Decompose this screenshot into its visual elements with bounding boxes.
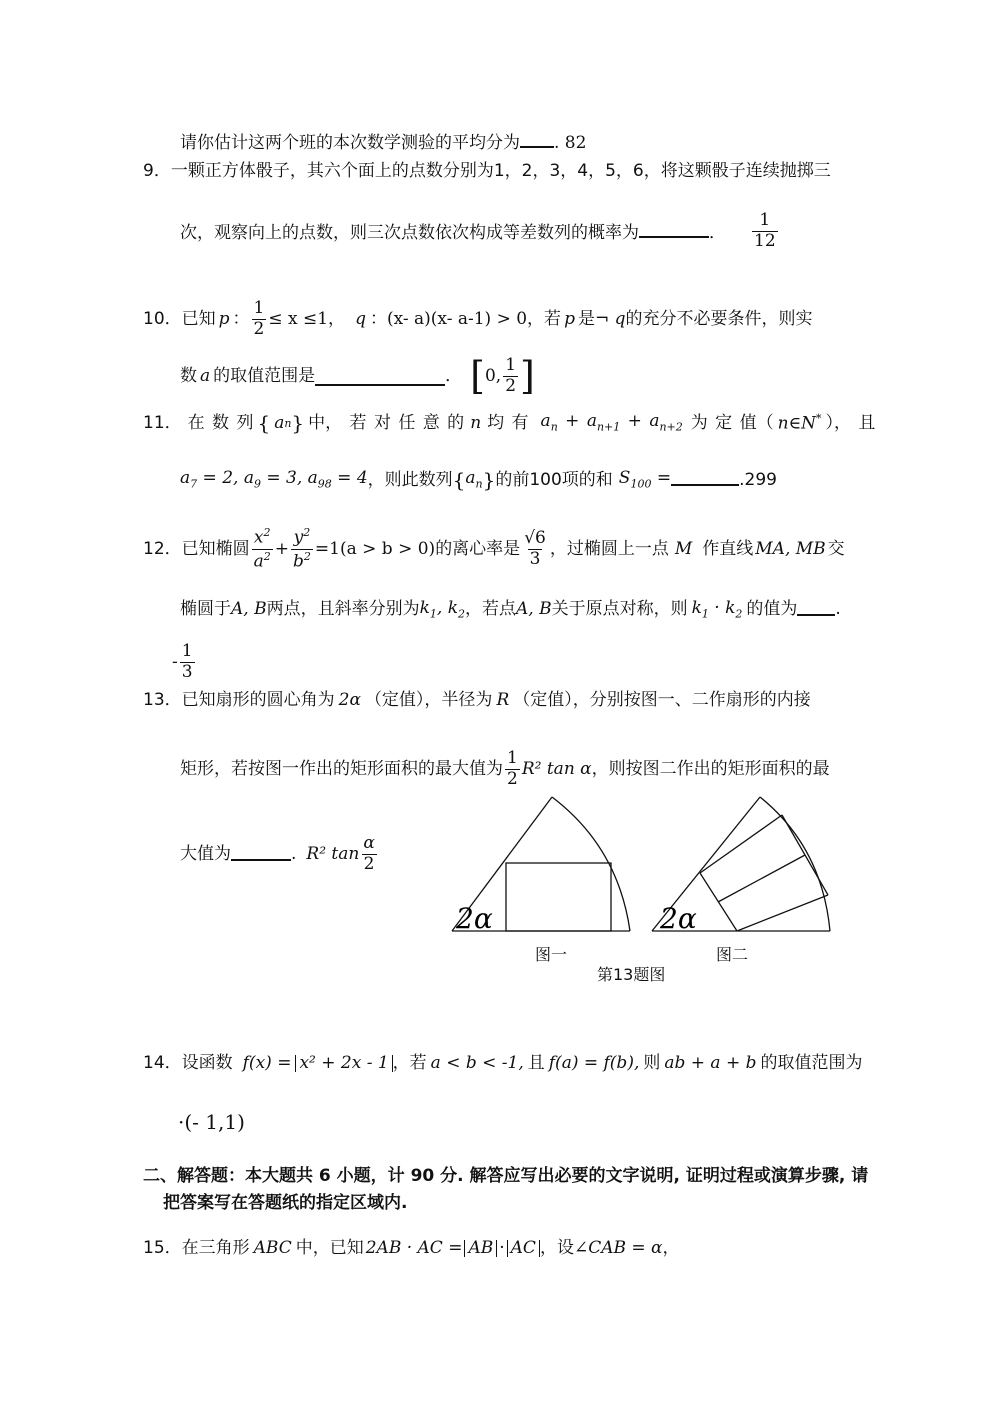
q13-line1: 13． 已知扇形的圆心角为 2α （定值），半径为 R （定值），分别按图一、二作扇形的内接 — [143, 690, 811, 710]
answer-blank — [797, 604, 835, 616]
answer-blank — [671, 474, 739, 486]
q8-continuation: 请你估计这两个班的本次数学测验的平均分为 . 82 — [180, 133, 587, 153]
q11-line1: 11． 在 数 列 { a n } 中， 若 对 任 意 的 n 均 有 $a_n + a_{n+1} + a_{n+2}$ 为 定 值（ n∈N* ）， 且 — [143, 411, 876, 435]
answer-blank — [231, 847, 291, 861]
figure-1 — [440, 785, 640, 935]
q12-line2: 椭圆于 A, B 两点，且斜率分别为 $k_1$, $k_2$ ，若点 A, B 关于原点对称，则 $k_1 \cdot k_2$ 的值为 . — [180, 598, 841, 621]
answer-blank — [520, 146, 554, 148]
q9-answer: $\frac{1}{12}$ — [754, 210, 776, 251]
fig2-angle-label: 2α — [660, 902, 697, 935]
q12-line1: 12． 已知椭圆 $\frac{x^2}{a^2}$ + $\frac{y^2}{b^2}$ =1(a > b > 0) 的离心率是 $\frac{√6}{3}$ ，过椭圆上一点 M 作直线 MA, MB 交 — [143, 526, 845, 572]
inscribed-rectangle — [506, 863, 611, 931]
q9-line1: 9．一颗正方体骰子，其六个面上的点数分别为1，2，3，4，5，6，将这颗骰子连续抛掷三 — [143, 161, 831, 181]
rect-side-bottom — [737, 895, 828, 931]
q13-line2: 矩形，若按图一作出的矩形面积的最大值为 $\frac{1}{2}$ R² tan α ，则按图二作出的矩形面积的最 — [180, 748, 830, 789]
q11-line2: $a_7 = 2$, $a_9 = 3$, $a_{98} = 4$ ，则此数列 { $a_n$ } 的前100项的和 $S_{100}$ = .299 — [180, 468, 777, 492]
q12-answer: - $\frac{1}{3}$ — [172, 641, 193, 682]
fig2-caption: 图二 — [716, 945, 749, 964]
q10-line1: 10． 已知 p ： $\frac{1}{2}$ ≤ x ≤1， q ：(x- a)(x- a-1) > 0，若 p 是 ¬ q 的充分不必要条件，则实 — [143, 298, 813, 339]
sector-arc — [552, 797, 630, 931]
fig1-angle-label: 2α — [456, 902, 493, 935]
section2-heading-line2: 把答案写在答题纸的指定区域内. — [163, 1193, 408, 1213]
sector-arc — [760, 797, 830, 931]
answer-blank — [639, 236, 709, 238]
q10-line2: 数 a 的取值范围是 ． [ 0, $\frac{1}{2}$ ] — [180, 354, 535, 399]
bisector-line — [718, 855, 805, 902]
q14-line1: 14． 设函数 f(x) = x² + 2x - 1 ，若 a < b < -1, 且 f(a) = f(b), 则 ab + a + b 的取值范围为 — [143, 1053, 863, 1073]
q14-answer: ·(- 1,1) — [178, 1110, 245, 1134]
figure-title: 第13题图 — [597, 965, 666, 984]
section2-heading-line1: 二、解答题：本大题共 6 小题，计 90 分. 解答应写出必要的文字说明, 证明过程或演算步骤, 请 — [143, 1166, 869, 1186]
rect-side-top — [700, 815, 782, 873]
q15-line1: 15． 在三角形 ABC 中，已知 2AB · AC = AB · AC ，设 ∠CAB = α ， — [143, 1238, 680, 1258]
q9-line2: 次，观察向上的点数，则三次点数依次构成等差数列的概率为 ． — [180, 223, 726, 243]
q13-line3: 大值为 . R² tan $\frac{\alpha}{2}$ — [180, 833, 375, 874]
figure-2 — [640, 785, 840, 935]
answer-blank — [315, 367, 445, 386]
fig1-caption: 图一 — [535, 945, 568, 964]
